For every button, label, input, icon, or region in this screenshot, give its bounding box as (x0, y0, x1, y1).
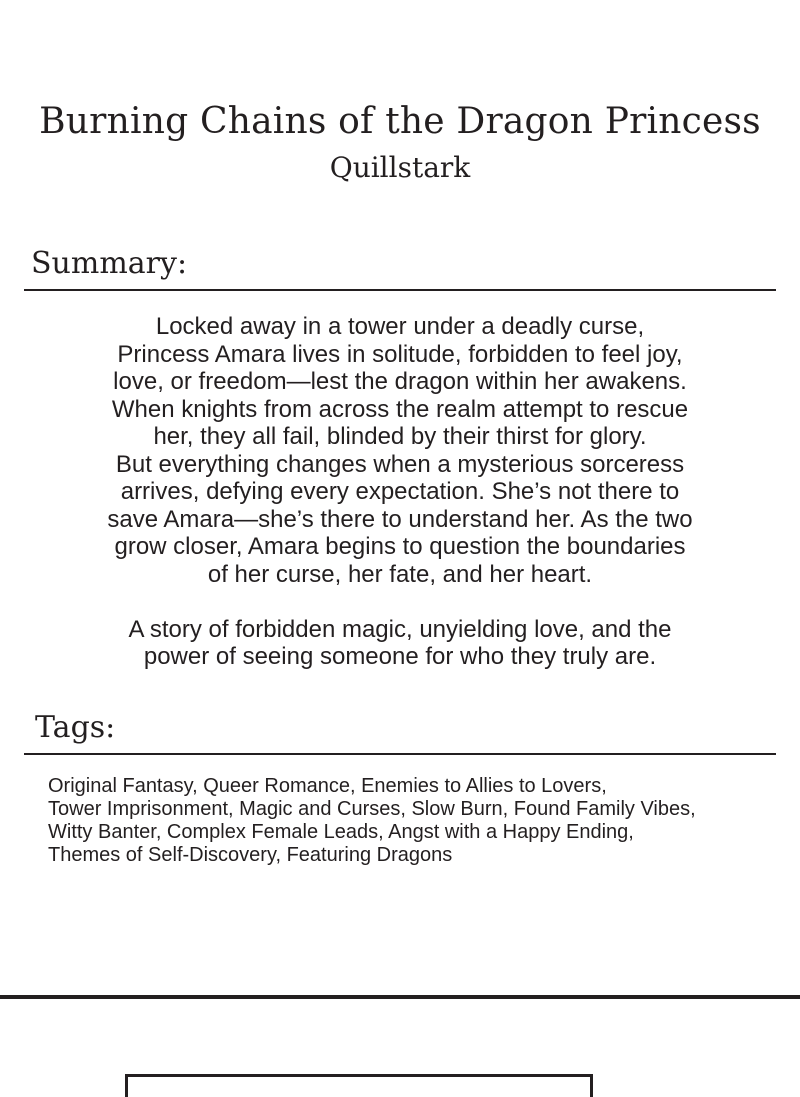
next-page-frame (125, 1074, 593, 1097)
summary-line: her, they all fail, blinded by their thirst for glory. (153, 423, 647, 450)
book-author: Quillstark (329, 151, 471, 184)
tags-list (48, 775, 778, 867)
summary-paragraph-2 (60, 616, 740, 671)
tags-line: Original Fantasy, Queer Romance, Enemies to Allies to Lovers, (48, 775, 607, 797)
summary-line: Locked away in a tower under a deadly curse, (155, 313, 645, 340)
summary-line: grow closer, Amara begins to question the boundaries (114, 533, 686, 560)
summary-line: A story of forbidden magic, unyielding love, and the (128, 615, 672, 643)
summary-line: arrives, defying every expectation. She’s not there to (120, 478, 680, 505)
tags-line: Witty Banter, Complex Female Leads, Angst with a Happy Ending, (48, 821, 634, 843)
summary-line: Princess Amara lives in solitude, forbidden to feel joy, (117, 340, 683, 368)
summary-text (60, 313, 740, 671)
summary-line: When knights from across the realm attempt to rescue (111, 395, 689, 423)
summary-line: power of seeing someone for who they truly are. (143, 643, 657, 670)
tags-line: Themes of Self-Discovery, Featuring Dragons (48, 844, 453, 866)
tags-divider (24, 753, 776, 755)
summary-line: of her curse, her fate, and her heart. (207, 560, 593, 588)
page-bottom-divider (0, 995, 800, 999)
summary-heading: Summary: (31, 246, 188, 281)
summary-line: But everything changes when a mysterious sorceress (115, 450, 685, 478)
summary-paragraph-1 (60, 313, 740, 588)
summary-divider (24, 289, 776, 291)
tags-line: Tower Imprisonment, Magic and Curses, Slow Burn, Found Family Vibes, (48, 798, 696, 820)
tags-heading: Tags: (35, 710, 116, 745)
summary-line: save Amara—she’s there to understand her. As the two (107, 505, 693, 533)
book-title: Burning Chains of the Dragon Princess (39, 101, 761, 142)
summary-line: love, or freedom—lest the dragon within her awakens. (113, 368, 687, 395)
